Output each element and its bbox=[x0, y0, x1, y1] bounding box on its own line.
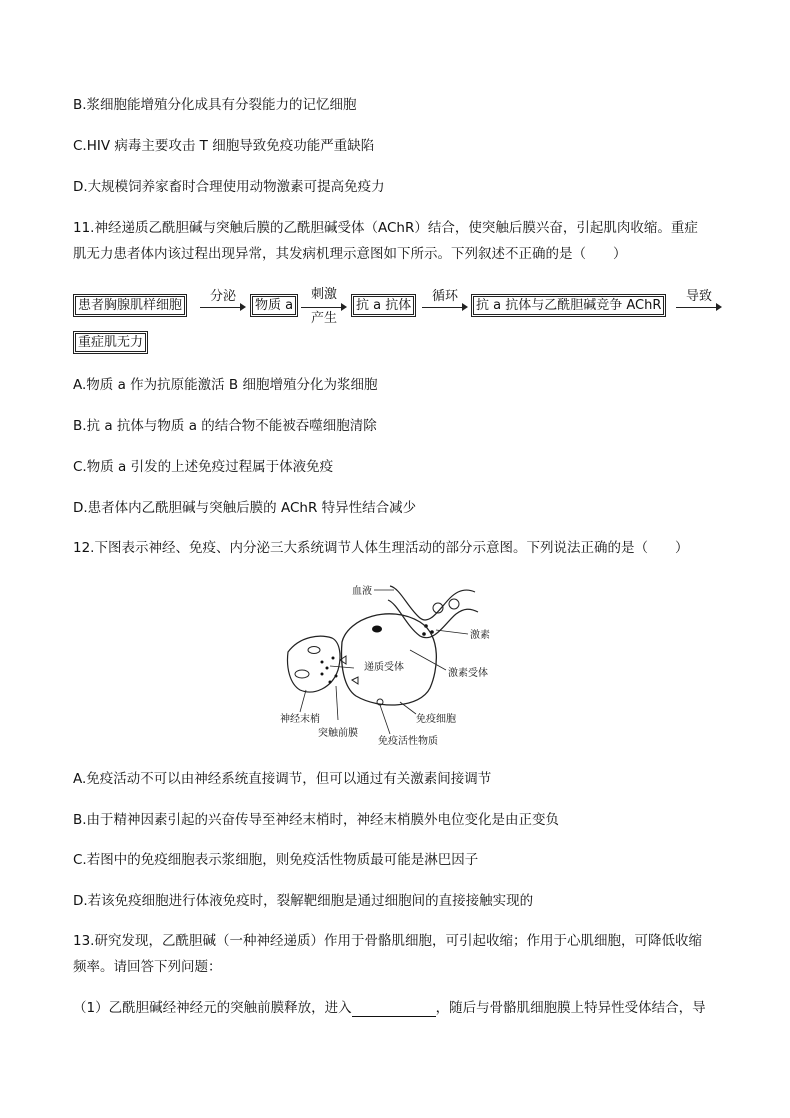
flow-arrow-secrete bbox=[200, 287, 246, 311]
flow-arrow-label: 分泌 bbox=[209, 289, 236, 304]
label-neurotransmitter-receptor: 递质受体 bbox=[364, 662, 404, 673]
q11-stem-line1: 11.神经递质乙酰胆碱与突触后膜的乙酰胆碱受体（AChR）结合，使突触后膜兴奋，引起肌肉收缩。重症 bbox=[73, 220, 698, 236]
q11-option-b: B.抗 a 抗体与物质 a 的结合物不能被吞噬细胞清除 bbox=[73, 418, 377, 434]
label-presynaptic-membrane: 突触前膜 bbox=[318, 728, 358, 739]
q11-option-a: A.物质 a 作为抗原能激活 B 细胞增殖分化为浆细胞 bbox=[73, 377, 378, 393]
q13-sub1 bbox=[73, 999, 706, 1017]
arrow-head-icon bbox=[462, 303, 468, 311]
q13-sub1-part2: ，随后与骨骼肌细胞膜上特异性受体结合，导 bbox=[435, 1000, 706, 1016]
label-immune-active-substance: 免疫活性物质 bbox=[378, 736, 438, 747]
flow-box-substance-a: 物质 a bbox=[250, 294, 298, 317]
q13-stem-line1: 13.研究发现，乙酰胆碱（一种神经递质）作用于骨骼肌细胞，可引起收缩；作用于心肌细胞，可降低收缩 bbox=[73, 933, 702, 949]
immune-cell-body bbox=[342, 614, 437, 705]
q12-stem: 12.下图表示神经、免疫、内分泌三大系统调节人体生理活动的部分示意图。下列说法正确的是（ ） bbox=[73, 540, 689, 556]
nucleus bbox=[372, 626, 382, 633]
flow-arrow-lead-to bbox=[676, 287, 722, 311]
q10-option-c: C.HIV 病毒主要攻击 T 细胞导致免疫功能严重缺陷 bbox=[73, 138, 375, 154]
flow-arrow-label-bottom: 产生 bbox=[310, 311, 337, 326]
flow-arrow-label-top: 刺激 bbox=[310, 287, 337, 302]
q11-option-c: C.物质 a 引发的上述免疫过程属于体液免疫 bbox=[73, 459, 334, 475]
arrow-head-icon bbox=[240, 303, 246, 311]
q13-sub1-part1: （1）乙酰胆碱经神经元的突触前膜释放，进入 bbox=[73, 1000, 352, 1016]
arrow-head-icon bbox=[716, 303, 722, 311]
flow-box-thymus-cell: 患者胸腺肌样细胞 bbox=[73, 294, 187, 317]
q12-option-c: C.若图中的免疫细胞表示浆细胞，则免疫活性物质最可能是淋巴因子 bbox=[73, 852, 479, 868]
q12-option-b: B.由于精神因素引起的兴奋传导至神经末梢时，神经末梢膜外电位变化是由正变负 bbox=[73, 812, 560, 828]
q11-stem-line2: 肌无力患者体内该过程出现异常，其发病机理示意图如下所示。下列叙述不正确的是（ ） bbox=[73, 246, 627, 262]
label-nerve-ending: 神经末梢 bbox=[280, 714, 320, 725]
flow-arrow-label: 导致 bbox=[685, 289, 712, 304]
q11-option-d: D.患者体内乙酰胆碱与突触后膜的 AChR 特异性结合减少 bbox=[73, 500, 417, 516]
label-blood: 血液 bbox=[352, 586, 372, 597]
q12-option-a: A.免疫活动不可以由神经系统直接调节，但可以通过有关激素间接调节 bbox=[73, 771, 492, 787]
q10-option-b: B.浆细胞能增殖分化成具有分裂能力的记忆细胞 bbox=[73, 97, 357, 113]
flow-box-anti-a-antibody: 抗 a 抗体 bbox=[351, 294, 416, 317]
blood-cell bbox=[449, 599, 459, 609]
q12-figure bbox=[270, 578, 520, 750]
q10-option-d: D.大规模饲养家畜时合理使用动物激素可提高免疫力 bbox=[73, 179, 385, 195]
nerve-ending bbox=[288, 636, 341, 692]
label-hormone: 激素 bbox=[470, 630, 490, 641]
label-immune-cell: 免疫细胞 bbox=[416, 714, 456, 725]
label-hormone-receptor: 激素受体 bbox=[448, 668, 488, 679]
q13-stem-line2: 频率。请回答下列问题： bbox=[73, 959, 222, 975]
flow-box-compete-achr: 抗 a 抗体与乙酰胆碱竞争 AChR bbox=[471, 294, 666, 317]
flow-arrow-stimulate bbox=[301, 287, 347, 326]
flow-arrow-circulate bbox=[422, 287, 468, 311]
flow-box-myasthenia: 重症肌无力 bbox=[73, 331, 148, 354]
answer-blank[interactable] bbox=[352, 1002, 436, 1017]
flow-arrow-label: 循环 bbox=[431, 289, 458, 304]
q12-option-d: D.若该免疫细胞进行体液免疫时，裂解靶细胞是通过细胞间的直接接触实现的 bbox=[73, 893, 534, 909]
